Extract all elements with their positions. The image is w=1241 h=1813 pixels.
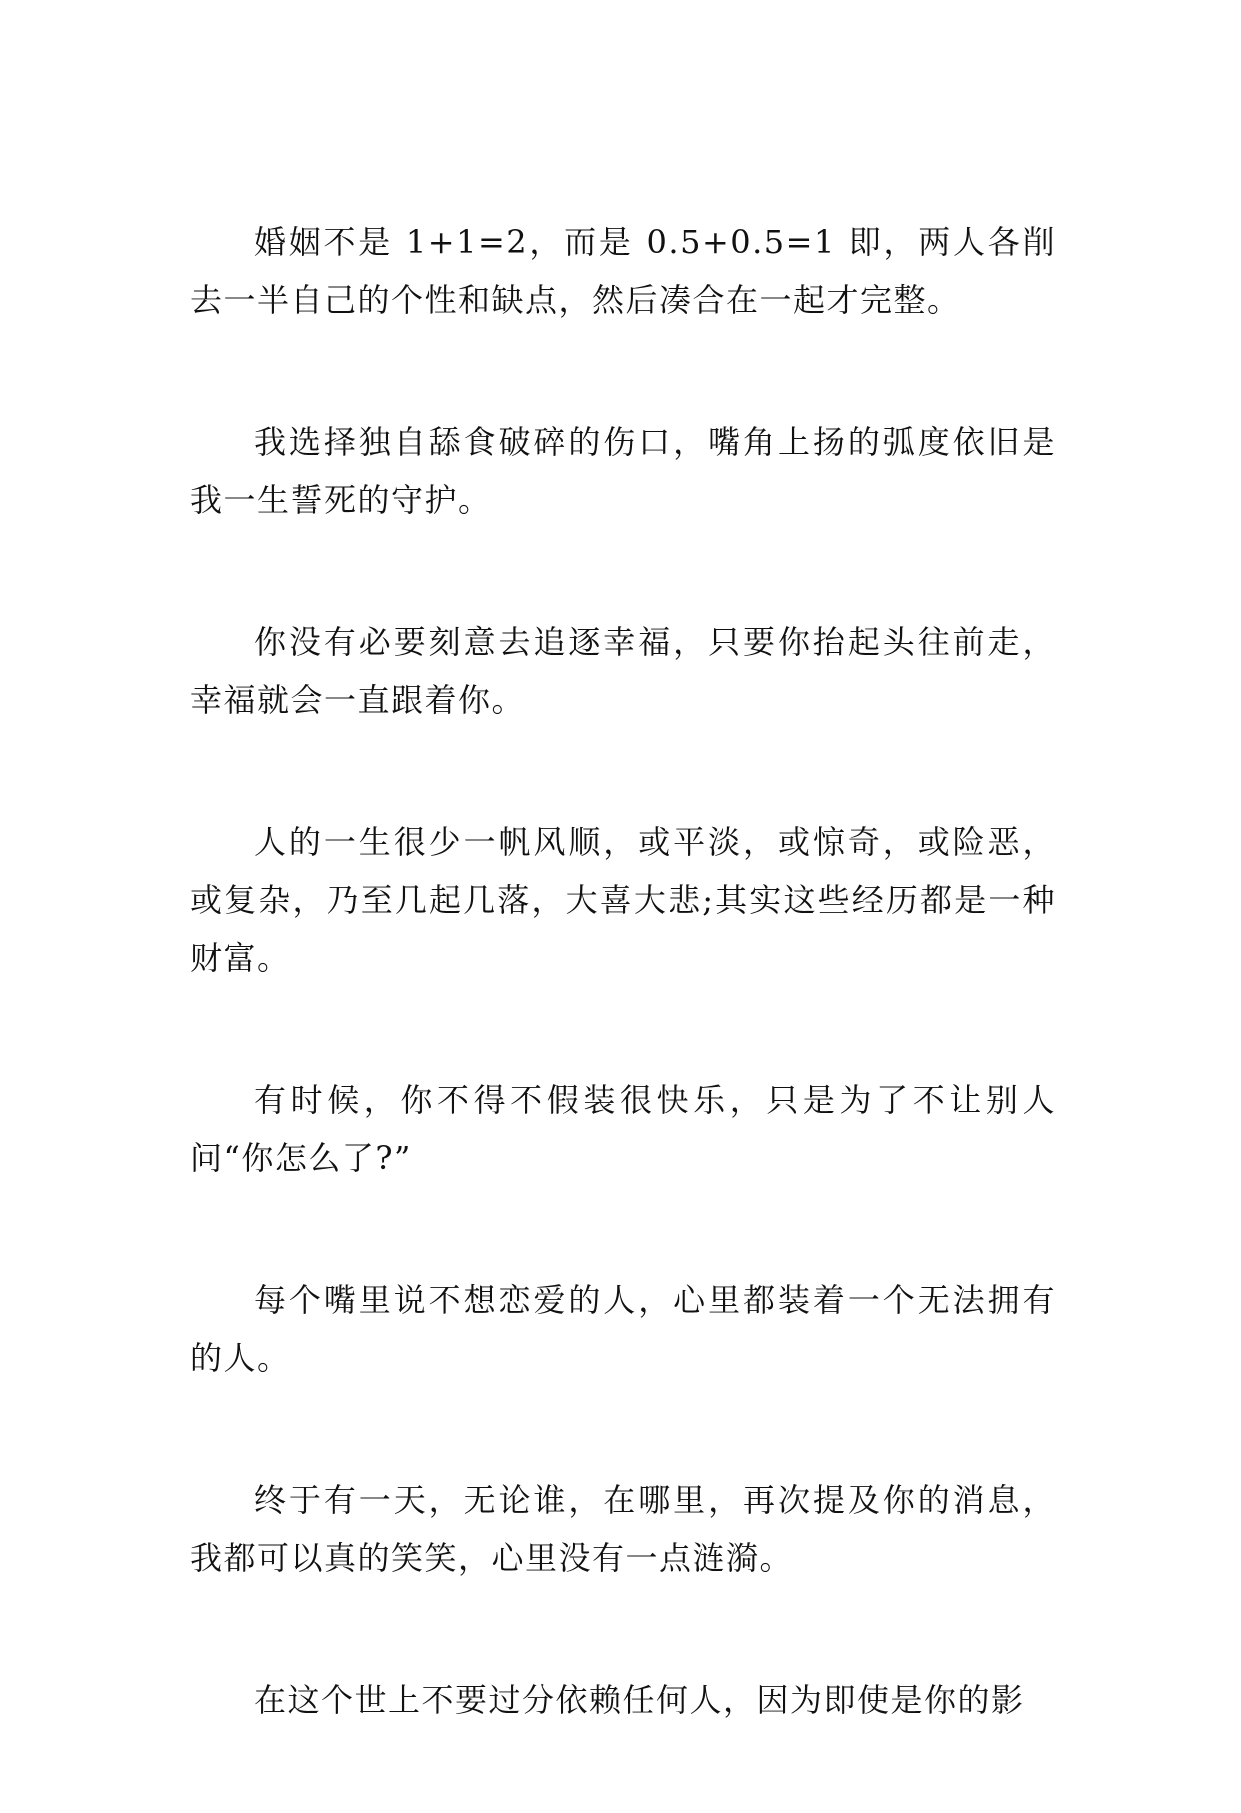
document-body xyxy=(190,213,1056,1813)
paragraph: 每个嘴里说不想恋爱的人，心里都装着一个无法拥有的人。 xyxy=(190,1281,1056,1377)
paragraph: 终于有一天，无论谁，在哪里，再次提及你的消息，我都可以真的笑笑，心里没有一点涟漪。 xyxy=(190,1481,1056,1577)
paragraph: 在这个世上不要过分依赖任何人，因为即使是你的影 xyxy=(254,1681,1025,1719)
paragraph: 我选择独自舔食破碎的伤口，嘴角上扬的弧度依旧是我一生誓死的守护。 xyxy=(190,423,1056,519)
paragraph: 有时候，你不得不假装很快乐，只是为了不让别人问“你怎么了?” xyxy=(190,1081,1056,1177)
paragraph: 人的一生很少一帆风顺，或平淡，或惊奇，或险恶，或复杂，乃至几起几落，大喜大悲;其实这些经历都是一种财富。 xyxy=(190,823,1056,977)
paragraph: 你没有必要刻意去追逐幸福，只要你抬起头往前走，幸福就会一直跟着你。 xyxy=(190,623,1056,719)
paragraph: 婚姻不是 1+1=2，而是 0.5+0.5=1 即，两人各削去一半自己的个性和缺点，然后凑合在一起才完整。 xyxy=(190,223,1056,319)
